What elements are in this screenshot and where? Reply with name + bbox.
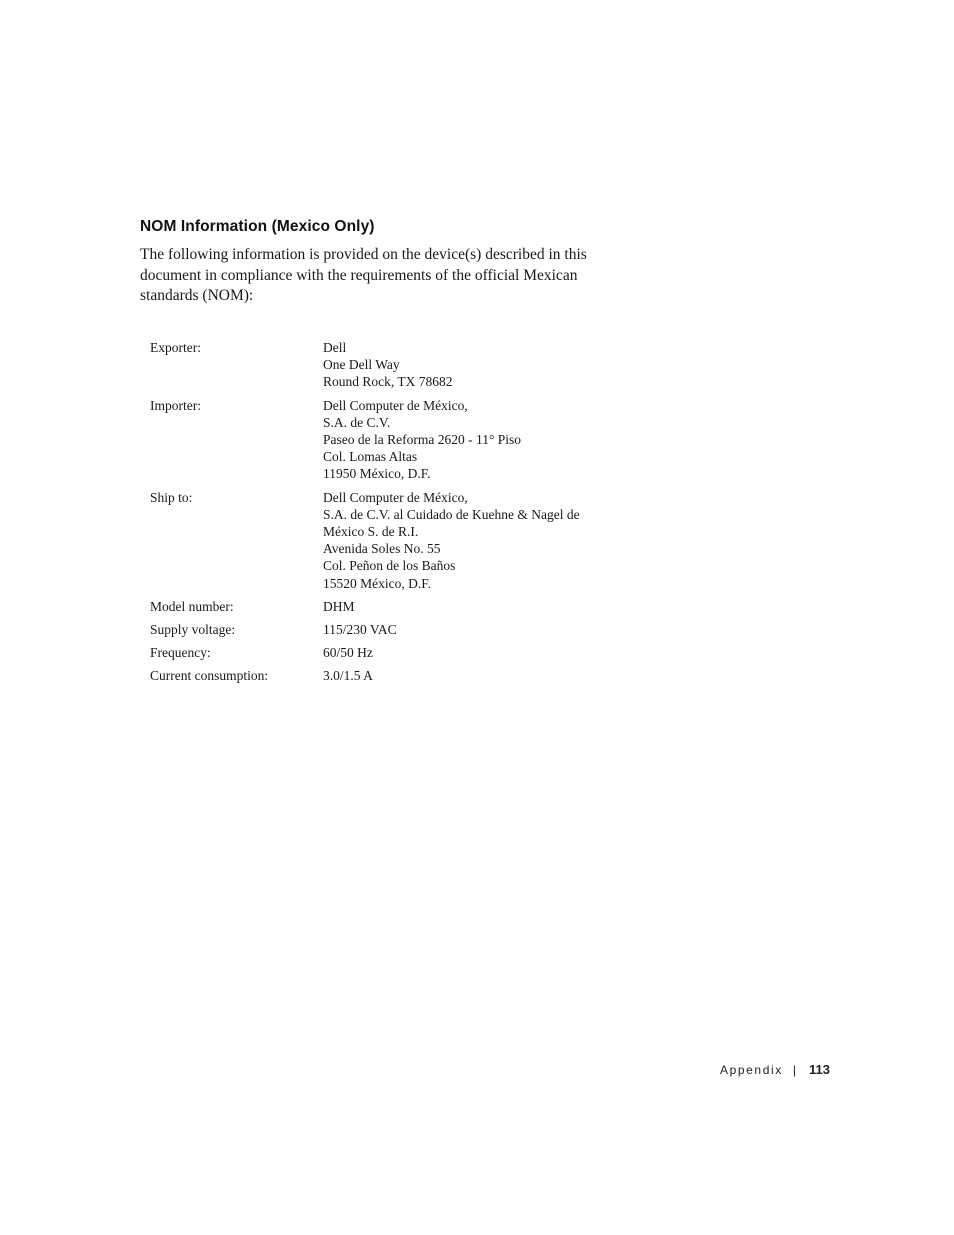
section-heading: NOM Information (Mexico Only): [140, 218, 375, 235]
row-label: Model number:: [150, 598, 234, 614]
value-line: DHM: [323, 598, 355, 614]
page-footer: [720, 1062, 830, 1077]
table-row: [150, 644, 623, 661]
value-line: 15520 México, D.F.: [323, 575, 432, 591]
value-line: Dell: [323, 340, 347, 355]
table-row: [150, 397, 623, 483]
table-row: [150, 598, 623, 615]
value-line: 115/230 VAC: [323, 622, 397, 638]
row-value: [323, 667, 623, 684]
row-value: [323, 489, 623, 592]
value-line: Round Rock, TX 78682: [323, 374, 453, 390]
value-line: 3.0/1.5 A: [323, 668, 373, 684]
page-number: 113: [808, 1062, 830, 1077]
value-line: Dell Computer de México,: [323, 489, 468, 505]
value-line: S.A. de C.V. al Cuidado de Kuehne & Nagel de: [323, 506, 580, 522]
value-line: Col. Peñon de los Baños: [323, 558, 456, 574]
row-label: Supply voltage:: [150, 622, 236, 638]
row-label: Exporter:: [150, 340, 201, 355]
row-value: [323, 598, 623, 615]
footer-divider: |: [792, 1062, 796, 1077]
value-line: Col. Lomas Altas: [323, 449, 418, 465]
value-line: 11950 México, D.F.: [323, 466, 431, 482]
value-line: Dell Computer de México,: [323, 397, 468, 413]
value-line: S.A. de C.V.: [323, 414, 391, 430]
value-line: México S. de R.I.: [323, 524, 419, 540]
value-line: 60/50 Hz: [323, 645, 373, 661]
row-value: [323, 644, 623, 661]
nom-info-table: [150, 339, 623, 691]
table-row: [150, 621, 623, 638]
row-value: [323, 621, 623, 638]
value-line: Avenida Soles No. 55: [323, 541, 441, 557]
table-row: [150, 667, 623, 684]
intro-paragraph: The following information is provided on the device(s) described in this document in compliance with the requirements of the official Mexican standards (NOM):: [140, 246, 587, 304]
table-row: [150, 339, 623, 391]
row-label: Ship to:: [150, 489, 193, 505]
footer-section-title: Appendix: [720, 1062, 783, 1077]
table-row: [150, 489, 623, 592]
row-label: Frequency:: [150, 645, 211, 661]
row-value: [323, 339, 623, 391]
value-line: Paseo de la Reforma 2620 - 11° Piso: [323, 432, 521, 448]
row-label: Current consumption:: [150, 668, 269, 684]
row-value: [323, 397, 623, 483]
row-label: Importer:: [150, 397, 201, 413]
value-line: One Dell Way: [323, 357, 400, 373]
